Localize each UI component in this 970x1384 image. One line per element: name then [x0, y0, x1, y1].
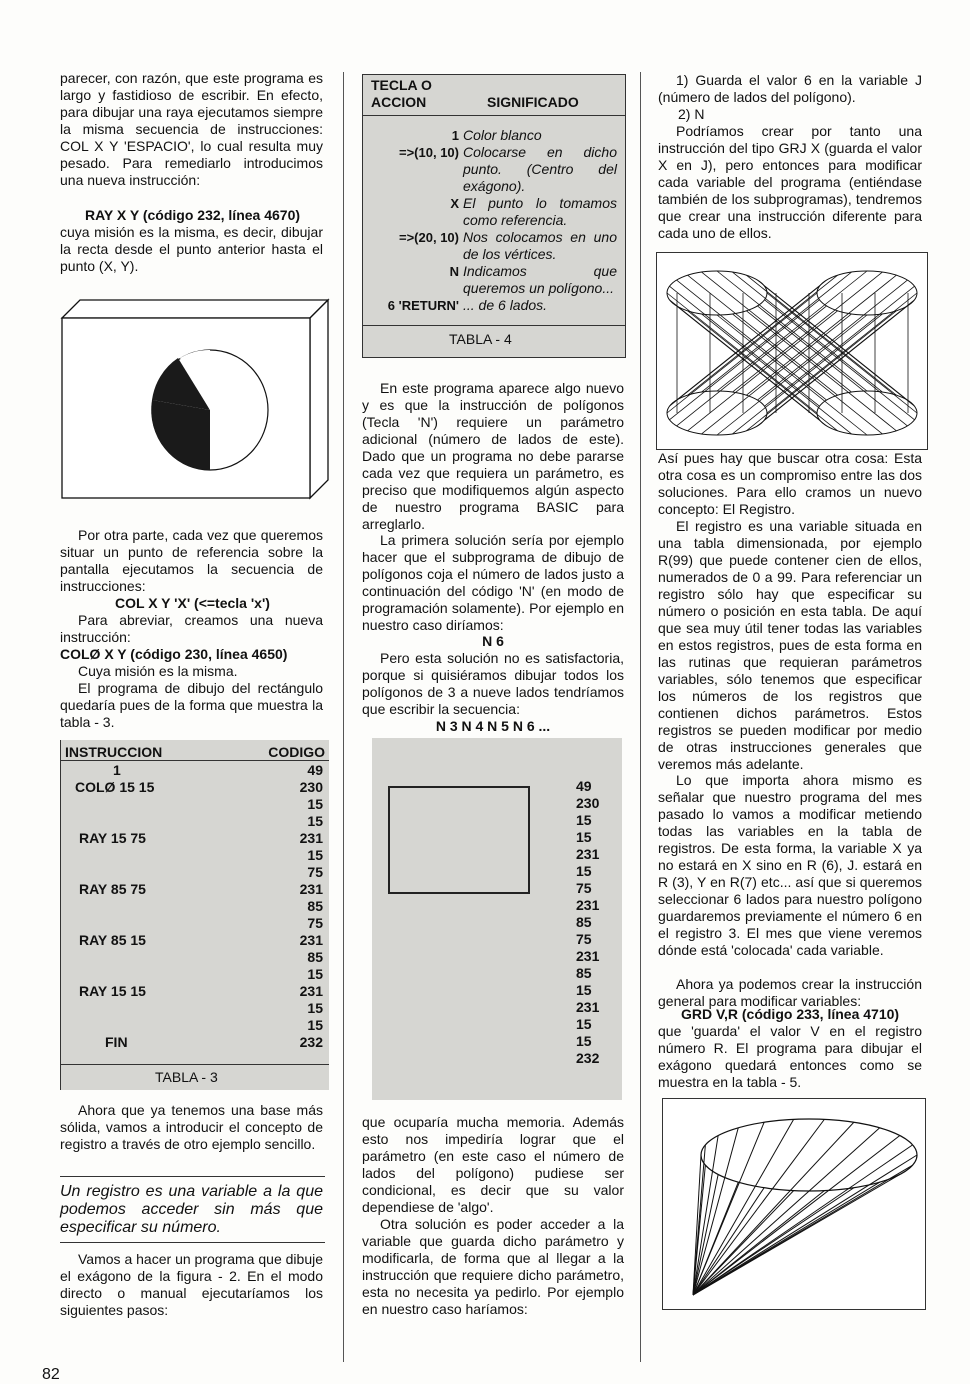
tabla3-instruccion-cell: COLØ 15 15: [75, 779, 155, 795]
tabla3-caption: TABLA - 3: [155, 1069, 218, 1085]
code-value: 15: [576, 812, 592, 828]
tabla4-rows: [363, 127, 625, 314]
wire-ellipse: [817, 391, 917, 435]
tabla4-header-tecla: TECLA O ACCION: [371, 77, 432, 110]
col1-paragraph-6: El programa de dibujo del rectángulo quedaría pues de la forma que muestra la tabla - 3.: [60, 680, 323, 730]
cone-line: [693, 1119, 824, 1295]
code-value: 230: [576, 795, 600, 811]
callout-quote: Un registro es una variable a la que podemos acceder sin más que especificar su número.: [60, 1183, 323, 1236]
table-row: [61, 898, 329, 915]
cone-line: [693, 1174, 900, 1295]
col3-paragraph-7: Ahora ya podemos crear la instrucción general para modificar variables:: [658, 976, 922, 1009]
table-row: [61, 966, 329, 983]
cone-line: [693, 1182, 880, 1295]
tabla3-header-codigo: CODIGO: [268, 744, 325, 760]
tabla3-codigo-cell: 232: [299, 1034, 323, 1050]
tabla3-instruccion-cell: RAY 85 75: [79, 881, 146, 897]
n6-command: N 6: [482, 633, 504, 649]
table-row: [363, 195, 625, 229]
grd-command: GRD V,R (código 233, línea 4710): [680, 1006, 900, 1022]
tabla3-codigo-cell: 15: [307, 1017, 323, 1033]
code-value: 15: [576, 1016, 592, 1032]
col-command: COL X Y 'X' (<=tecla 'x'): [115, 595, 270, 611]
code-value: 85: [576, 965, 592, 981]
col2-paragraph-5: Otra solución es poder acceder a la variable que guarda dicho parámetro y modificarla, de forma que al llegar a la instrucción que requiere dicho parámetro, esta no necesita ya pedirlo. Por ejemplo en nuestro caso haríamos:: [362, 1216, 624, 1317]
col3-paragraph-2: 2) N: [678, 106, 705, 122]
cone-line: [693, 1128, 880, 1295]
table-row: [61, 830, 329, 847]
wire-ellipse: [667, 271, 767, 315]
col1-paragraph-7: Ahora que ya tenemos una base más sólida, vamos a introducir el concepto de registro a través de otro ejemplo sencillo.: [60, 1102, 323, 1152]
col3-paragraph-8: que 'guarda' el valor V en el registro número R. El programa para dibujar el exágono quedará entonces como se muestra en la tabla - 5.: [658, 1023, 922, 1090]
tabla-3: [60, 740, 329, 1090]
tabla4-significado-cell: ... de 6 lados.: [463, 297, 548, 313]
rectangle-drawing: [388, 786, 530, 894]
tabla3-instruccion-cell: RAY 15 15: [79, 983, 146, 999]
table-row: [61, 864, 329, 881]
table-row: [363, 263, 625, 297]
wire-ellipse: [817, 271, 917, 315]
col1-paragraph-2: cuya misión es la misma, es decir, dibujar la recta desde el punto anterior hasta el punto (X, Y).: [60, 224, 323, 274]
col2-paragraph-4: que ocuparía mucha memoria. Además esto nos impediría lograr que el parámetro (en este caso el número de lados del polígono) pudiese ser condicional, es decir que su valor dependiese de 'algo'.: [362, 1114, 624, 1215]
tabla-4: [362, 74, 626, 358]
cone-line: [693, 1155, 917, 1295]
col1-paragraph-8: Vamos a hacer un programa que dibuje el exágono de la figura - 2. En el modo directo o manual ejecutaríamos los siguientes pasos:: [60, 1251, 323, 1318]
tabla4-header-significado: SIGNIFICADO: [487, 94, 579, 110]
tabla3-codigo-cell: 231: [299, 983, 323, 999]
cone-line: [693, 1122, 854, 1295]
code-value: 75: [576, 880, 592, 896]
tabla4-tecla-cell: 1: [451, 128, 459, 143]
tabla4-tecla-cell: N: [449, 264, 459, 279]
tabla4-significado-cell: Indicamos que queremos un polígono...: [463, 263, 617, 296]
tabla4-significado-cell: Colocarse en dicho punto. (Centro del exágono).: [463, 144, 617, 194]
tabla4-caption: TABLA - 4: [449, 331, 512, 347]
table-row: [61, 762, 329, 779]
code-value: 231: [576, 897, 600, 913]
tabla3-instruccion-cell: 1: [113, 762, 121, 778]
tabla4-significado-cell: El punto lo tomamos como referencia.: [463, 195, 617, 228]
col1-paragraph-1: parecer, con razón, que este programa es largo y fastidioso de escribir. En efecto, para dibujar una raya ejecutamos siempre la misma secuencia de instrucciones: COL X Y 'ESPACIO', lo cual resulta muy pesado. Para remediarlo introducimos una nueva instrucción:: [60, 70, 323, 188]
table-row: [61, 915, 329, 932]
col3-paragraph-1: 1) Guarda el valor 6 en la variable J (número de lados del polígono).: [658, 72, 922, 105]
col1-paragraph-3: Por otra parte, cada vez que queremos situar un punto de referencia sobre la pantalla ejecutamos la secuencia de instrucciones:: [60, 527, 323, 594]
tabla3-instruccion-cell: RAY 15 75: [79, 830, 146, 846]
cone-rim: [701, 1119, 917, 1191]
tabla4-tecla-cell: =>(10, 10): [399, 145, 459, 160]
table-row: [61, 796, 329, 813]
tabla3-header-instruccion: INSTRUCCION: [65, 744, 163, 760]
table-row: [363, 144, 625, 195]
table-row: [61, 983, 329, 1000]
tabla4-caption-rule: [363, 325, 625, 326]
table-row: [61, 1000, 329, 1017]
table-row: [61, 881, 329, 898]
figure-rectangle-codes: [372, 738, 622, 1100]
code-value: 231: [576, 999, 600, 1015]
tabla4-tecla-cell: =>(20, 10): [399, 230, 459, 245]
wire-ellipse: [667, 391, 767, 435]
table-row: [61, 779, 329, 796]
tabla4-significado-cell: Color blanco: [463, 127, 542, 143]
callout-top-rule: [60, 1176, 325, 1177]
table-row: [61, 949, 329, 966]
cone-line: [693, 1145, 913, 1295]
col1-paragraph-5: Cuya misión es la misma.: [78, 663, 238, 679]
col3-paragraph-6: Lo que importa ahora mismo es señalar que nuestro programa del mes pasado lo vamos a modificar metiendo todas las variables en la tabla de registros. De esta forma, la variable X ya no estará en X sino en R (6), J. estará en R (3), Y en R(7) etc... así que si queremos seleccionar 6 lados para nuestro polígono guardaremos previamente el número 6 en el registro 3. El mes que viene veremos dónde está 'colocada' cada variable.: [658, 772, 922, 958]
callout-bottom-rule: [60, 1242, 325, 1243]
code-value: 232: [576, 1050, 600, 1066]
tabla3-instruccion-cell: RAY 85 15: [79, 932, 146, 948]
code-value: 15: [576, 1033, 592, 1049]
page-number: 82: [42, 1366, 60, 1383]
tabla3-codigo-cell: 75: [307, 864, 323, 880]
code-value: 231: [576, 846, 600, 862]
tabla3-codigo-cell: 15: [307, 1000, 323, 1016]
cone-line: [693, 1119, 794, 1295]
tabla4-header-rule: [363, 115, 625, 116]
tabla3-codigo-cell: 75: [307, 915, 323, 931]
table-row: [61, 1034, 329, 1051]
tabla3-codigo-cell: 231: [299, 881, 323, 897]
tabla3-header-rule: [61, 760, 329, 761]
column-divider-2: [640, 72, 641, 1362]
code-value: 85: [576, 914, 592, 930]
sequence-command: N 3 N 4 N 5 N 6 ...: [435, 718, 551, 734]
table-row: [363, 127, 625, 144]
tabla3-codigo-cell: 85: [307, 949, 323, 965]
tabla3-codigo-cell: 231: [299, 932, 323, 948]
tabla3-codigo-cell: 231: [299, 830, 323, 846]
box-circle-drawing: [60, 298, 330, 500]
tabla3-codigo-cell: 230: [299, 779, 323, 795]
code-list: [576, 778, 616, 1067]
tabla3-instruccion-cell: FIN: [105, 1034, 128, 1050]
table-row: [61, 813, 329, 830]
ray-command: RAY X Y (código 232, línea 4670): [84, 207, 301, 223]
figure-wireframe-cone: [662, 1098, 926, 1310]
col0-command: COLØ X Y (código 230, línea 4650): [60, 646, 288, 662]
cone-line: [693, 1136, 900, 1295]
code-value: 75: [576, 931, 592, 947]
tabla4-significado-cell: Nos colocamos en uno de los vértices.: [463, 229, 617, 262]
figure-wireframe-cylinders: [656, 252, 928, 450]
table-row: [61, 847, 329, 864]
column-divider-1: [343, 72, 344, 1362]
table-row: [61, 1017, 329, 1034]
cone-line: [693, 1122, 764, 1295]
code-value: 15: [576, 863, 592, 879]
tabla3-codigo-cell: 49: [307, 762, 323, 778]
code-value: 15: [576, 829, 592, 845]
col2-paragraph-2: La primera solución sería por ejemplo hacer que el subprograma de dibujo de polígonos coja el número de lados justo a continuación del código 'N' (en modo de programación solamente). Por ejemplo en nuestro caso diríamos:: [362, 532, 624, 633]
tabla3-codigo-cell: 15: [307, 813, 323, 829]
col3-paragraph-3: Podríamos crear por tanto una instrucción del tipo GRJ X (guarda el valor X en J), pero entonces para modificar cada variable del programa (entiéndase también de los subprogramas), tendremos que crear una instrucción diferente para cada uno de ellos.: [658, 123, 922, 241]
col2-paragraph-3: Pero esta solución no es satisfactoria, porque si quisiéramos dibujar todos los polígonos de 3 a nueve lados tendríamos que escribir la secuencia:: [362, 650, 624, 717]
code-value: 231: [576, 948, 600, 964]
tabla3-rows: [61, 762, 329, 1051]
code-value: 49: [576, 778, 592, 794]
tabla4-tecla-cell: 6 'RETURN': [387, 298, 459, 313]
tabla3-codigo-cell: 85: [307, 898, 323, 914]
figure-box-circle: [60, 298, 330, 500]
tabla3-codigo-cell: 15: [307, 966, 323, 982]
tabla3-codigo-cell: 15: [307, 847, 323, 863]
tabla3-codigo-cell: 15: [307, 796, 323, 812]
col2-paragraph-1: En este programa aparece algo nuevo y es que la instrucción de polígonos (Tecla 'N') requiere un parámetro adicional (número de lados de este). Dado que un programa no debe pararse cada vez que requiera un parámetro, es preciso que modifiquemos algún aspecto de nuestro programa BASIC para arreglarlo.: [362, 380, 624, 532]
col3-paragraph-5: El registro es una variable situada en una tabla dimensionada, por ejemplo R(99) que puede contener cien de ellos, numerados de 0 a 99. Para referenciar un registro sólo hay que especificar su número o posición en esta tabla. De aquí que sea muy útil tener todas las variables en estos registros, pues de esta forma en las rutinas que requieran parámetros variables, sólo tenemos que especificar los números de los registros que contienen dichos parámetros. Estos registros se pueden modificar por medio de otras instrucciones generales que veremos más adelante.: [658, 518, 922, 772]
wireframe-cylinders-drawing: [657, 253, 927, 449]
tabla3-caption-rule: [61, 1064, 329, 1065]
col1-paragraph-4: Para abreviar, creamos una nueva instrucción:: [60, 612, 323, 645]
table-row: [363, 229, 625, 263]
table-row: [363, 297, 625, 314]
col3-paragraph-4: Así pues hay que buscar otra cosa: Esta otra cosa es un compromiso entre las dos soluciones. Para ello cramos un nuevo concepto: El Registro.: [658, 450, 922, 517]
wireframe-cone-drawing: [663, 1099, 925, 1309]
tabla4-tecla-cell: X: [450, 196, 459, 211]
table-row: [61, 932, 329, 949]
code-value: 15: [576, 982, 592, 998]
